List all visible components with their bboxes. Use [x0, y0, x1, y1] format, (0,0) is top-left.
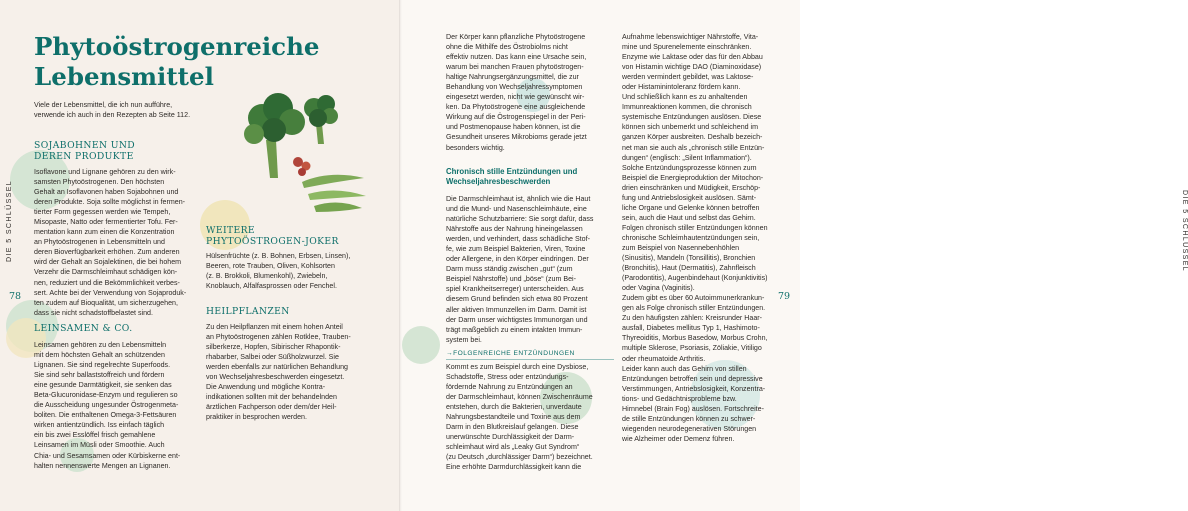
body-paragraph [446, 194, 616, 345]
section-body [34, 340, 224, 471]
text-line: entstehen, durch die Bakterien, unverdaute [446, 403, 582, 412]
intro-text [34, 100, 234, 120]
text-line: SOJABOHNEN UND [34, 140, 136, 151]
text-line: effektiv nutzen. Das kann eine Ursache sein, [446, 53, 587, 62]
page-number: 78 [9, 291, 22, 302]
text-line: Wechseljahresbeschwerden [446, 177, 551, 187]
text-line: Kommt es zum Beispiel durch eine Dysbiose, [446, 363, 589, 371]
text-line: Chronisch stille Entzündungen und [446, 167, 578, 176]
text-line: Knoblauch, Alfalfasprossen oder Fenchel. [206, 282, 337, 291]
text-line: eingesetzt werden, nicht wie gewünscht wir- [446, 93, 585, 102]
text-line: sert. Achte bei der Verwendung von Sojaproduk- [34, 288, 187, 297]
text-line: systemische Entzündungen auslösen. Diese [622, 113, 762, 122]
text-line: PHYTOÖSTROGEN-JOKER [206, 236, 339, 247]
section-heading [34, 323, 133, 334]
text-line: DEREN PRODUKTE [34, 151, 134, 162]
text-line: werden, und verhindert, dass schädliche Stof- [446, 235, 590, 244]
text-line: die Ausscheidung ungesunder Östrogenmeta- [34, 401, 179, 410]
text-line: ärztlichen Fachperson oder dem/der Heil- [206, 403, 337, 412]
right-page [400, 0, 1188, 511]
text-line: Gehalt an Isoflavonen haben Sojabohnen und [34, 188, 179, 197]
text-line: indikationen sollten mit der behandelnden [206, 393, 337, 402]
text-line: zum Beispiel von Nasennebenhöhlen [622, 243, 740, 252]
text-line: Der Körper kann pflanzliche Phytoöstrogene [446, 33, 586, 41]
text-line: von Wechseljahresbeschwerden eingesetzt. [206, 373, 345, 382]
text-line: ken. Da Phytoöstrogene eine ausgleichende [446, 103, 586, 112]
text-line: Thyreoiditis, Morbus Basedow, Morbus Crohn, [622, 334, 768, 343]
text-line: Zu den häufigsten zählen: Kreisrunder Haar- [622, 314, 762, 323]
section-heading [206, 225, 339, 247]
text-line: diesem Grund befinden sich etwa 80 Prozent [446, 295, 588, 304]
text-line: können sich unbemerkt und schleichend im [622, 123, 759, 132]
text-line: praktiker in besprochen werden. [206, 413, 307, 422]
text-line: Verstimmungen, Antriebslosigkeit, Konzentra- [622, 384, 766, 393]
text-line: Die Darmschleimhaut ist, ähnlich wie die Haut [446, 195, 591, 203]
text-line: gen als Folge chronisch stiller Entzündungen. [622, 304, 766, 313]
text-line: drien einschränken und Müdigkeit, Erschöp- [622, 183, 761, 192]
text-line: (Parodontitis), Augenbindehaut (Konjunktivitis) [622, 274, 768, 283]
text-line: natürliche Schutzbarriere: Sie sorgt dafür, dass [446, 215, 594, 224]
text-line: wird der Gehalt an Sojalektinen, die bei hohem [34, 258, 182, 267]
text-line: Immunreaktionen kommen, die chronisch [622, 103, 752, 112]
text-line: fung und Antriebslosigkeit auslösen. Sämt- [622, 193, 757, 202]
text-line: dass sie nicht schadstoffbelastet sind. [34, 308, 153, 317]
text-line: schleimhaut wird als „Leaky Gut Syndrom“ [446, 443, 580, 452]
lead-heading [446, 350, 575, 357]
arrow-right-icon: → [446, 350, 454, 357]
text-line: an Phytoöstrogenen zählen Rotklee, Trauben- [206, 333, 351, 342]
body-paragraph [446, 32, 616, 153]
text-line: Hirnnebel (Brain Fog) auslösen. Fortschreite- [622, 404, 764, 413]
text-line: Entzündungen betroffen sein und depressive [622, 374, 763, 383]
text-line: net man sie auch als „chronisch stille Entzün- [622, 143, 765, 152]
text-line: HEILPFLANZEN [206, 306, 290, 317]
text-line: warum bei manchen Frauen phytoöstrogen- [446, 63, 584, 72]
section-body [206, 322, 391, 422]
text-line: Viele der Lebensmittel, die ich nun aufführe, [34, 101, 173, 109]
body-paragraph [446, 362, 616, 473]
text-line: ten zudem auf Bioqualität, um sicherzugehen, [34, 298, 178, 307]
text-line: oder Allergene, in den Körper eindringen. Der [446, 255, 589, 264]
text-line: tions- und Gedächtnisprobleme bzw. [622, 394, 737, 403]
text-line: deren Bioverfügbarkeit erhöhen. Zum anderen [34, 248, 180, 257]
text-line: Isoflavone und Lignane gehören zu den wirk- [34, 168, 176, 176]
text-line: oder rheumatoide Arthritis. [622, 354, 706, 363]
text-line: Behandlung von Wechseljahressymptomen [446, 83, 583, 92]
text-line: Chia- und Sesamsamen oder Kürbiskerne ent- [34, 451, 181, 460]
text-line: (zu Deutsch „durchlässiger Darm“) bezeichnet. [446, 453, 593, 462]
text-line: fe, wie zum Beispiel Bakterien, Viren, Toxine [446, 245, 586, 254]
text-line: tierter Form gegessen werden wie Tempeh, [34, 208, 171, 217]
text-line: mine und Spurenelemente einschränken. [622, 43, 752, 52]
text-line: multiple Sklerose, Psoriasis, Zöliakie, Vitiligo [622, 344, 762, 353]
text-line: (Sinusitis), Mandeln (Tonsillitis), Bronchien [622, 254, 756, 263]
text-line: eine gesunde Darmtätigkeit, sie senken das [34, 381, 172, 390]
text-line: liche Organe und Gelenke können betroffen [622, 203, 760, 212]
section-heading [206, 306, 290, 317]
text-line: boliten. Die enthaltenen Omega-3-Fettsäuren [34, 411, 177, 420]
text-line: ganzen Körper ausbreiten. Deshalb bezeich- [622, 133, 763, 142]
text-line: und die Mund- und Nasenschleimhäute, eine [446, 205, 587, 214]
text-line: ein bis zwei Esslöffel frisch gemahlene [34, 431, 156, 440]
text-line: Lignanen. Sie sind regelrechte Superfoods. [34, 361, 171, 370]
text-line: chronische Schleimhautentzündungen sein, [622, 233, 760, 242]
text-line: sein, auch die Haut und selbst das Gehirn. [622, 213, 756, 222]
vegetables-illustration [218, 78, 368, 218]
decorative-dot [402, 326, 440, 364]
text-line: Und schließlich kann es zu anhaltenden [622, 93, 748, 102]
lead-heading-text: FOLGENREICHE ENTZÜNDUNGEN [453, 350, 575, 357]
side-label: DIE 5 SCHLÜSSEL [1181, 190, 1188, 273]
section-heading [34, 140, 135, 162]
text-line: oder Histaminintoleranz fördern kann. [622, 83, 741, 92]
text-line: wie Alzheimer oder Demenz führen. [622, 434, 735, 443]
text-line: und Postmenopause haben können, ist die [446, 123, 581, 132]
text-line: werden ebenfalls zur natürlichen Behandlung [206, 363, 348, 372]
text-line: rhabarber, Salbei oder Süßholzwurzel. Sie [206, 353, 339, 362]
text-line: verwende ich auch in den Rezepten ab Seite 112. [34, 111, 191, 120]
text-line: LEINSAMEN & CO. [34, 323, 133, 334]
text-line: Zu den Heilpflanzen mit einem hohen Anteil [206, 323, 343, 331]
text-line: unerwünschte Durchlässigkeit der Darm- [446, 433, 575, 442]
text-line: silberkerze, Hopfen, Sibirischer Rhapontik- [206, 343, 341, 352]
text-line: ohne die Mithilfe des Östrobiolms nicht [446, 43, 568, 52]
text-line: Solche Entzündungsprozesse können zum [622, 163, 757, 172]
text-line: Verzehr die Darmschleimhaut schädigen kön- [34, 268, 178, 277]
text-line: halten nennenswerte Mengen an Lignanen. [34, 461, 171, 470]
left-page [0, 0, 400, 511]
text-line: Zudem gibt es über 60 Autoimmunerkrankun- [622, 294, 765, 303]
section-body [34, 167, 224, 318]
text-line: dungen“ (englisch: „Silent Inflammation“). [622, 153, 752, 162]
text-line: an Phytoöstrogenen in Lebensmitteln und [34, 238, 165, 247]
text-line: Gesundheit unseres Mikrobioms gerade jetzt [446, 133, 587, 142]
text-line: aller aktiven Immunzellen im Darm. Damit ist [446, 305, 587, 314]
text-line: Darm muss ständig zwischen „gut“ (zum [446, 265, 573, 274]
text-line: samsten Phytoöstrogenen. Den höchsten [34, 178, 165, 187]
page-title-line: Lebensmittel [34, 62, 214, 91]
text-line: Sie sind sehr ballaststoffreich und fördern [34, 371, 165, 380]
green-beans-illustration [302, 175, 366, 212]
text-line: Wirkung auf die Östrogenspiegel in der Peri- [446, 113, 586, 122]
text-line: Die Anwendung und mögliche Kontra- [206, 383, 326, 392]
text-line: spiel Krankheitserreger) unterscheiden. Aus [446, 285, 584, 294]
text-line: Schadstoffe, Stress oder entzündungs- [446, 373, 569, 382]
section-body [206, 251, 391, 291]
body-paragraph [622, 32, 794, 444]
text-line: Leinsamen im Müsli oder Smoothie. Auch [34, 441, 165, 450]
text-line: (z. B. Brokkoli, Blumenkohl), Zwiebeln, [206, 272, 328, 281]
text-line: Beta-Glucuronidase-Enzym und regulieren so [34, 391, 178, 400]
text-line: system bei. [446, 335, 482, 344]
text-line: Nahrungsbestandteile und Toxine aus dem [446, 413, 581, 422]
text-line: Beeren, rote Trauben, Oliven, Kohlsorten [206, 262, 335, 271]
broccoli-illustration [304, 95, 338, 144]
section-subheading [446, 167, 577, 187]
text-line: nen, reduziert und die Bekömmlichkeit verbes- [34, 278, 180, 287]
side-label: DIE 5 SCHLÜSSEL [6, 179, 13, 262]
text-line: Eine erhöhte Darmdurchlässigkeit kann die [446, 463, 582, 472]
text-line: Beispiel Nährstoffe) und „böse“ (zum Bei- [446, 275, 576, 284]
lead-divider [446, 359, 614, 360]
text-line: Folgen chronisch stiller Entzündungen können [622, 223, 768, 232]
text-line: oder Vagina (Vaginitis). [622, 284, 695, 293]
berries-illustration [293, 157, 311, 176]
text-line: besonders wichtig. [446, 143, 505, 152]
text-line: mit dem höchsten Gehalt an schützenden [34, 351, 165, 360]
text-line: Aufnahme lebenswichtiger Nährstoffe, Vita- [622, 33, 759, 41]
text-line: (Bronchitis), Haut (Dermatitis), Zahnfleisch [622, 264, 756, 273]
text-line: Leinsamen gehören zu den Lebensmitteln [34, 341, 167, 349]
text-line: Beispiel die Energieproduktion der Mitochon- [622, 173, 764, 182]
text-line: Misopaste, Natto oder fermentierter Tofu. Fer- [34, 218, 178, 227]
text-line: werden vermindert gebildet, was Laktose- [622, 73, 754, 82]
text-line: von Histamin wichtige DAO (Diaminoxidase) [622, 63, 762, 72]
book-gutter [399, 0, 402, 511]
text-line: wiegenden neurodegenerativen Störungen [622, 424, 757, 433]
text-line: der Darm unser wichtigstes Immunorgan und [446, 315, 588, 324]
text-line: mentation kann zum einen die Konzentration [34, 228, 175, 237]
text-line: der Darmschleimhaut, können Zwischenräume [446, 393, 593, 402]
text-line: deren Produkte. Soja sollte möglichst in fermen- [34, 198, 186, 207]
text-line: ausfall, Diabetes mellitus Typ 1, Hashimoto- [622, 324, 760, 333]
text-line: Enzyme wie Laktase oder das für den Abbau [622, 53, 763, 62]
page-number: 79 [778, 291, 791, 302]
text-line: WEITERE [206, 225, 256, 236]
text-line: haltige Nahrungsergänzungsmittel, die zur [446, 73, 579, 82]
text-line: Hülsenfrüchte (z. B. Bohnen, Erbsen, Linsen), [206, 252, 351, 260]
text-line: de stille Entzündungen können zu schwer- [622, 414, 756, 423]
text-line: Leider kann auch das Gehirn von stillen [622, 364, 747, 373]
text-line: fördernde Nahrung zu Entzündungen an [446, 383, 573, 392]
text-line: wirken antientzündlich. Iss einfach täglich [34, 421, 165, 430]
text-line: trägt maßgeblich zu einem intakten Immun- [446, 325, 583, 334]
text-line: Darm in den Blutkreislauf gelangen. Diese [446, 423, 579, 432]
text-line: Nährstoffe aus der Nahrung hineingelassen [446, 225, 583, 234]
page-title-line: Phytoöstrogenreiche [34, 32, 320, 61]
